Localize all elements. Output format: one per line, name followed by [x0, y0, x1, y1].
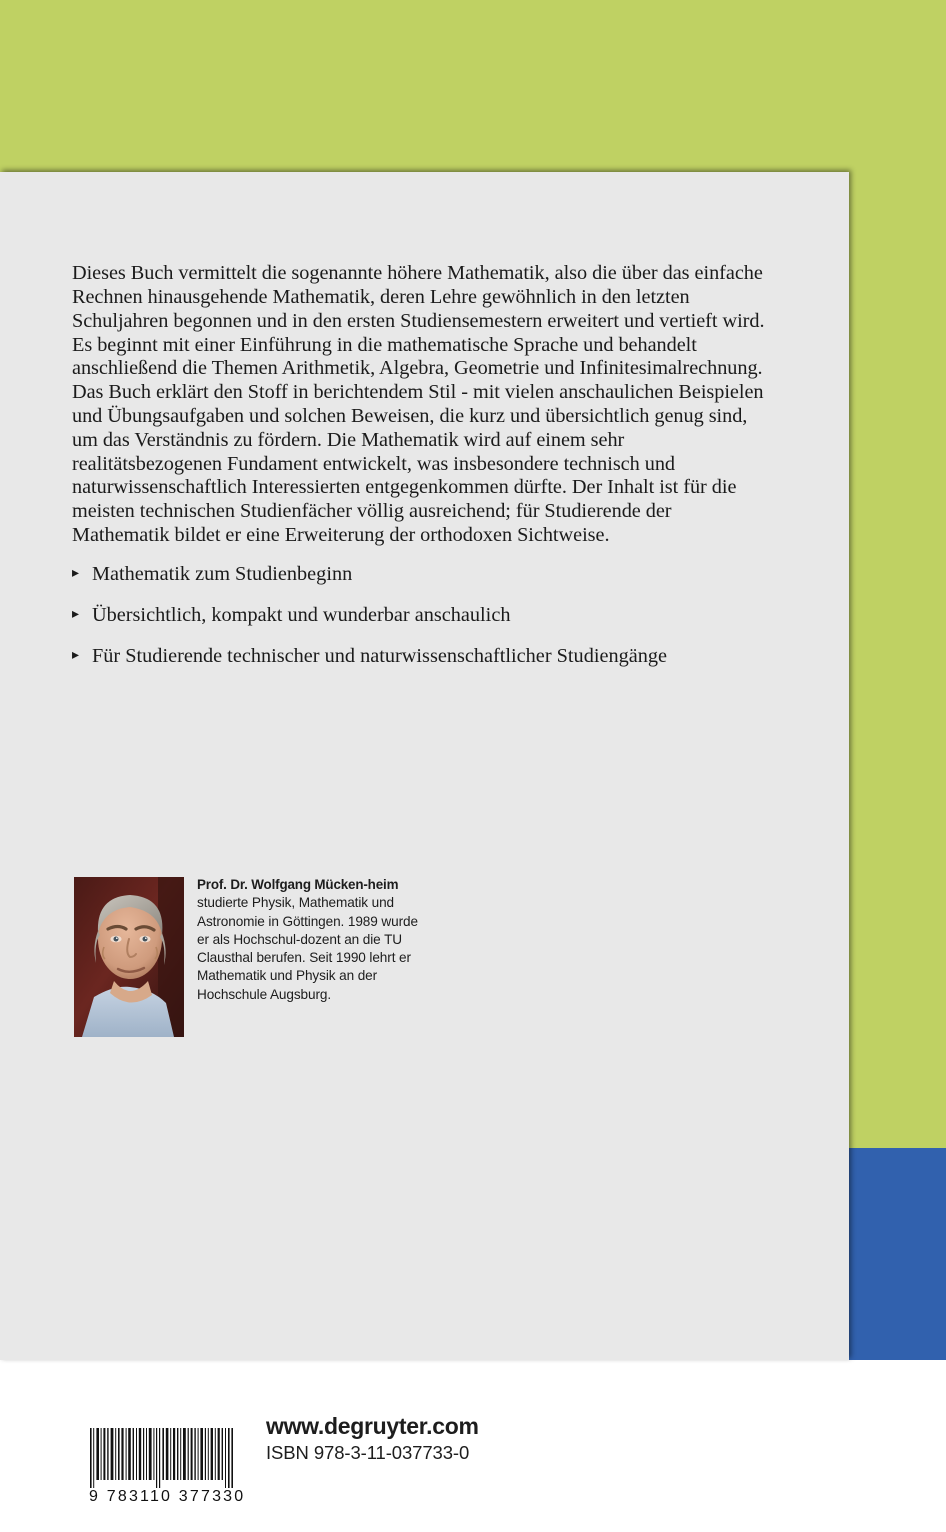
list-item [72, 644, 792, 668]
book-blurb-text: Dieses Buch vermittelt die sogenannte höhere Mathematik, also die über das einfache Rechnen hinausgehende Mathematik, deren Lehre gewöhnlich in den letzten Schuljahren begonnen und in den ersten Studiensemestern erweitert und vertieft wird. Es beginnt mit einer Einführung in die mathematische Sprache und behandelt anschließend die Themen Arithmetik, Algebra, Geometrie und Infinitesimalrechnung. Das Buch erklärt den Stoff in berichtendem Stil - mit vielen anschaulichen Beispielen und Übungsaufgaben und solchen Beweisen, die kurz und übersichtlich genug sind, um das Verständnis zu fördern. Die Mathematik wird auf einem sehr realitätsbezogenen Fundament entwickelt, was insbesondere technisch und naturwissenschaftlich Interessierten entgegenkommen dürfte. Der Inhalt ist für die meisten technischen Studienfächer völlig ausreichend; für Studierende der Mathematik bildet er eine Erweiterung der orthodoxen Sichtweise. [72, 262, 765, 547]
triangle-right-icon: ▸ [72, 566, 80, 581]
publisher-website[interactable]: www.degruyter.com [266, 1413, 479, 1439]
author-text-block [197, 877, 422, 1004]
barcode-digits: 9 783110 377330 [89, 1488, 246, 1505]
blue-accent-block [848, 1148, 946, 1360]
barcode [78, 1415, 245, 1532]
barcode-bars-icon [90, 1428, 233, 1488]
author-name: Prof. Dr. Wolfgang Mücken-heim [197, 877, 399, 892]
list-item [72, 562, 792, 586]
cover-panel [0, 172, 849, 1505]
publisher-info [266, 1413, 666, 1465]
list-item [72, 603, 792, 627]
feature-label: Mathematik zum Studienbeginn [92, 563, 353, 585]
feature-label: Übersichtlich, kompakt und wunderbar anschaulich [92, 604, 511, 626]
triangle-right-icon: ▸ [72, 607, 80, 622]
triangle-right-icon: ▸ [72, 648, 80, 663]
isbn-number: ISBN 978-3-11-037733-0 [266, 1442, 470, 1463]
feature-label: Für Studierende technischer und naturwissenschaftlicher Studiengänge [92, 645, 668, 667]
author-biography: studierte Physik, Mathematik und Astronomie in Göttingen. 1989 wurde er als Hochschul-dozent an die TU Clausthal berufen. Seit 1990 lehrt er Mathematik und Physik an der Hochschule Augsburg. [197, 895, 418, 1002]
feature-list [72, 562, 792, 685]
author-portrait-photo [74, 877, 184, 1037]
